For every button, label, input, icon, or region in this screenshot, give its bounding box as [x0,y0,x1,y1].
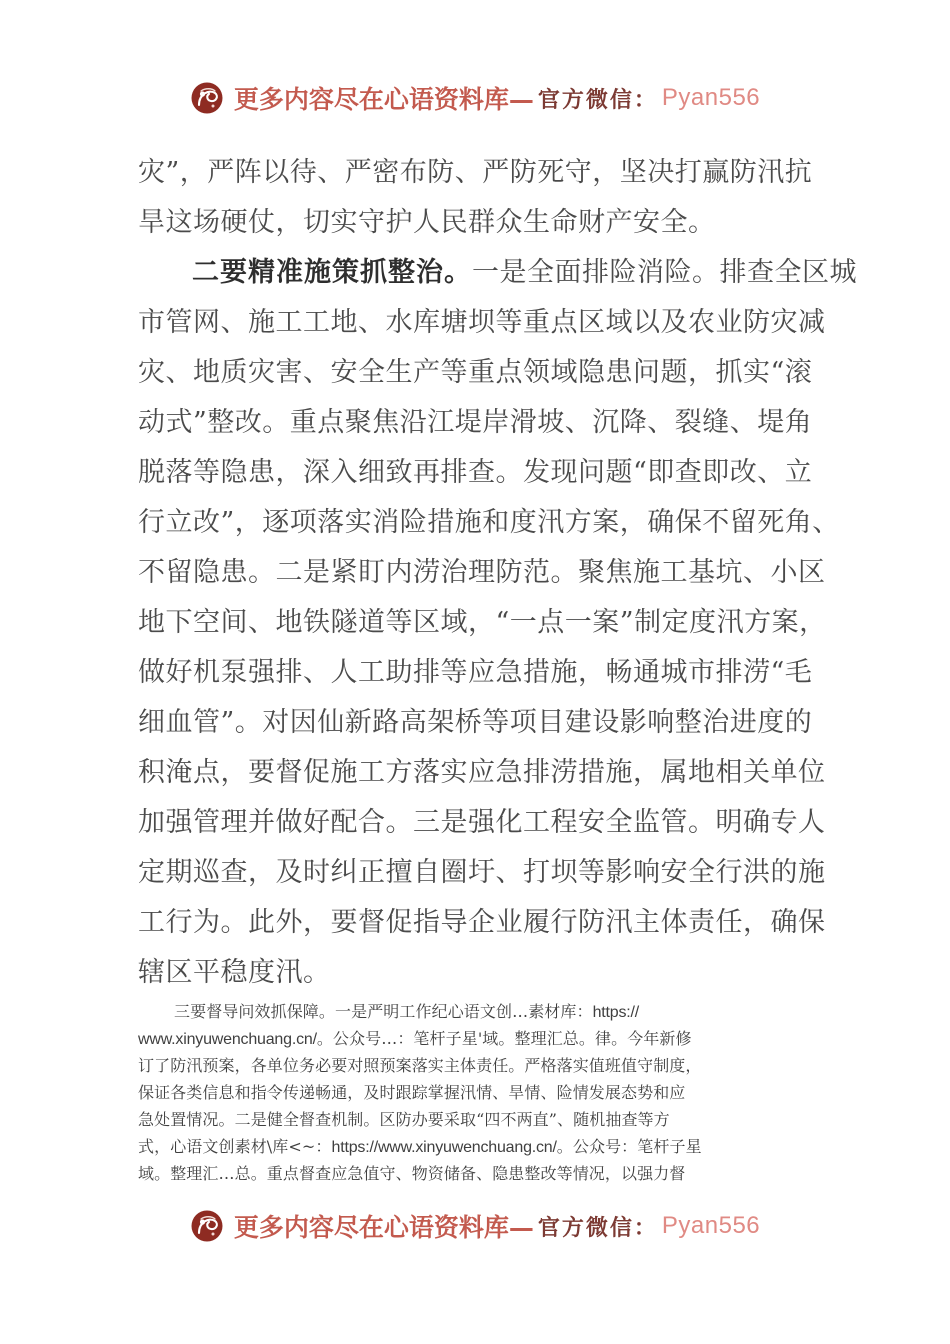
small-line-text: 保证各类信息和指令传递畅通，及时跟踪掌握汛情、旱情、险情发展态势和应 [138,1083,686,1102]
watermark-label-text: 官方微信： [537,1214,658,1241]
body-line [138,248,857,298]
small-line [138,1025,798,1052]
watermark-label-text: 官方微信： [537,86,658,113]
body-line [138,598,827,648]
section-heading: 二要精准施策抓整治。 [192,257,472,288]
body-line [138,398,813,448]
small-line-text: 域。整理汇…总。重点督查应急值守、物资储备、隐患整改等情况，以强力督 [138,1164,686,1183]
body-line-text: 灾、地质灾害、安全生产等重点领域隐患问题，抓实“滚 [138,357,813,388]
body-line-text: 旱这场硬仗，切实守护人民群众生命财产安全。 [138,207,716,238]
swirl-emblem-icon [190,1209,224,1243]
body-line-text: 一是全面排险消险。排查全区城 [472,257,857,288]
small-line-text: 式，心语文创素材\库<~： [138,1137,332,1156]
inline-url: www.xinyuwenchuang.cn/ [138,1031,317,1048]
body-line [138,698,813,748]
body-line-text: 加强管理并做好配合。三是强化工程安全监管。明确专人 [138,807,826,838]
body-line-text: 辖区平稳度汛。 [138,957,331,988]
body-line [138,798,826,848]
body-line-text: 市管网、施工工地、水库塘坝等重点区域以及农业防灾减 [138,307,826,338]
body-line-text: 灾”，严阵以待、严密布防、严防死守，坚决打赢防汛抗 [138,157,813,188]
small-line [138,1160,798,1187]
small-line-text: 订了防汛预案，各单位务必要对照预案落实主体责任。严格落实值班值守制度， [138,1056,702,1075]
body-line-text: 地下空间、地铁隧道等区域，“一点一案”制定度汛方案， [138,607,827,638]
body-line [138,448,813,498]
body-line-text: 行立改”，逐项落实消险措施和度汛方案，确保不留死角、 [138,507,840,538]
watermark-wechat-id: Pyan556 [661,84,761,111]
small-line [138,998,798,1025]
body-line-text: 不留隐患。二是紧盯内涝治理防范。聚焦施工基坑、小区 [138,557,826,588]
inline-url: https://www.xinyuwenchuang.cn/ [331,1139,557,1156]
swirl-emblem-icon [190,81,224,115]
small-line-text: 。公众号：笔杆子星 [556,1137,702,1156]
body-line-text: 动式”整改。重点聚焦沿江堤岸滑坡、沉降、裂缝、堤角 [138,407,813,438]
body-line [138,948,792,998]
watermark-footer [0,1208,950,1244]
watermark-brand-text: 更多内容尽在心语资料库— [233,1213,534,1242]
body-line [138,898,826,948]
watermark-wechat-id: Pyan556 [661,1212,761,1239]
inline-url: https:// [592,1004,640,1021]
body-line [138,548,826,598]
body-line-text: 定期巡查，及时纠正擅自圈圩、打坝等影响安全行洪的施 [138,857,826,888]
body-line [138,748,826,798]
body-line [138,848,826,898]
body-line [138,198,792,248]
body-line [138,148,813,198]
body-line [138,298,826,348]
body-line-text: 工行为。此外，要督促指导企业履行防汛主体责任，确保 [138,907,826,938]
body-line-text: 脱落等隐患，深入细致再排查。发现问题“即查即改、立 [138,457,813,488]
watermark-header [0,80,950,116]
watermark-brand-text: 更多内容尽在心语资料库— [233,85,534,114]
body-line-text: 做好机泵强排、人工助排等应急措施，畅通城市排涝“毛 [138,657,813,688]
body-line [138,648,813,698]
small-line-text: 。公众号…：笔杆子星'域。整理汇总。律。今年新修 [316,1029,692,1048]
body-line-text: 细血管”。对因仙新路高架桥等项目建设影响整治进度的 [138,707,813,738]
document-small-body [138,998,798,1187]
body-line [138,498,840,548]
body-line [138,348,813,398]
small-line-text: 三要督导问效抓保障。一是严明工作纪心语文创…素材库： [174,1002,593,1021]
small-line [138,1133,798,1160]
small-line [138,1079,798,1106]
document-body [138,148,857,998]
small-line-text: 急处置情况。二是健全督查机制。区防办要采取“四不两直”、随机抽查等方 [138,1110,670,1129]
body-line-text: 积淹点，要督促施工方落实应急排涝措施，属地相关单位 [138,757,826,788]
small-line [138,1052,798,1079]
small-line [138,1106,798,1133]
